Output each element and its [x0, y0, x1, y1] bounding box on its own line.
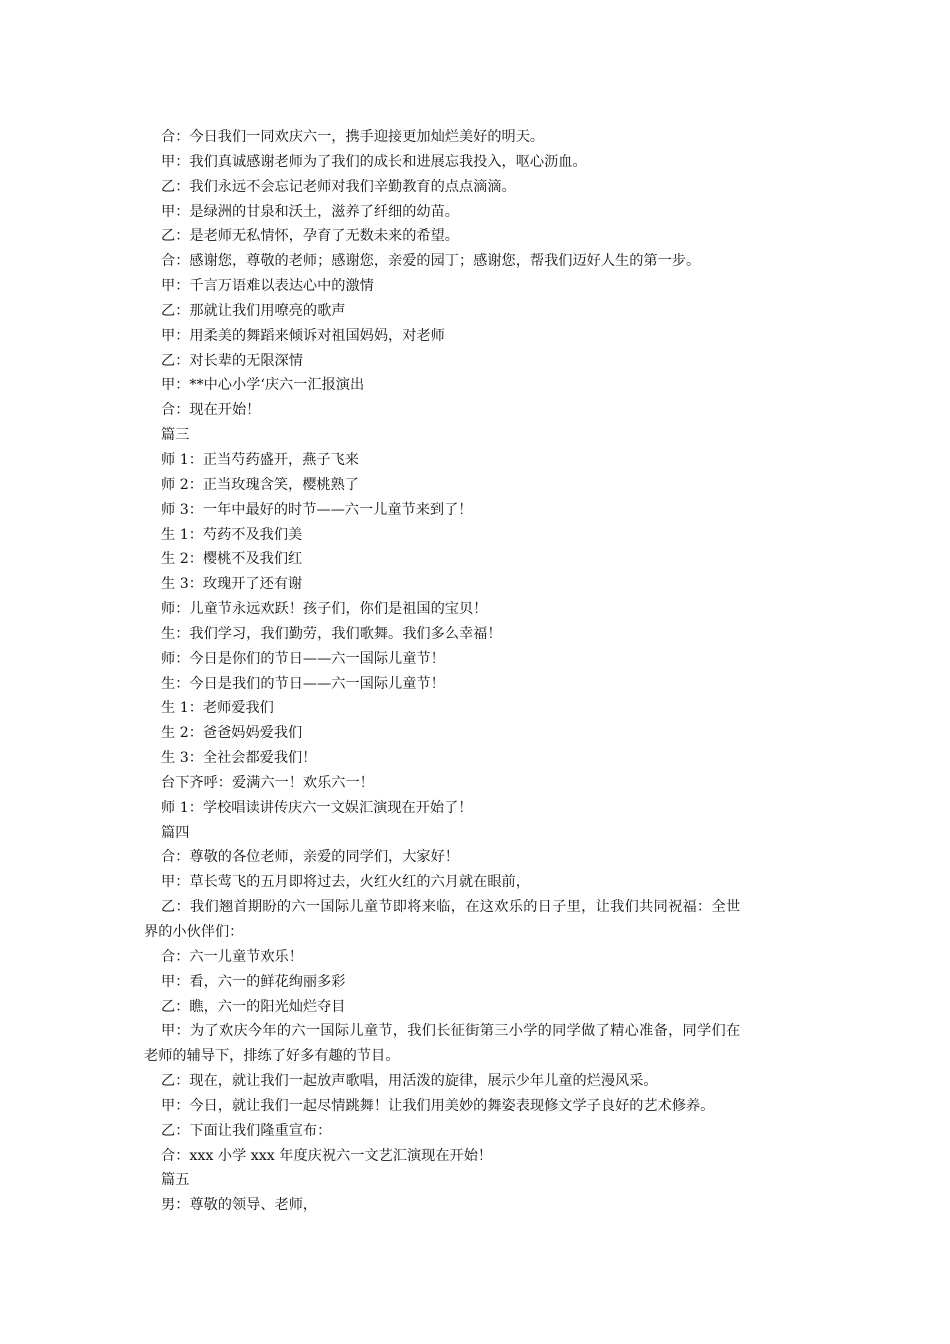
text-line: 师：今日是你们的节日——六一国际儿童节！ — [161, 650, 445, 667]
section-heading: 篇四 — [161, 824, 190, 841]
text-line: 乙：是老师无私情怀，孕育了无数未来的希望。 — [161, 228, 459, 245]
document-body — [144, 125, 810, 1218]
text-line: 乙：对长辈的无限深情 — [161, 352, 303, 369]
text-line: 乙：下面让我们隆重宣布： — [161, 1122, 332, 1139]
text-line: 乙：我们翘首期盼的六一国际儿童节即将来临，在这欢乐的日子里，让我们共同祝福：全世 — [161, 899, 741, 916]
text-line: 生：我们学习，我们勤劳，我们歌舞。我们多么幸福！ — [161, 625, 502, 642]
text-line: 生 2：爸爸妈妈爱我们 — [161, 725, 303, 742]
text-line: 乙：那就让我们用嘹亮的歌声 — [161, 302, 346, 319]
text-line: 合：尊敬的各位老师，亲爱的同学们，大家好！ — [161, 849, 459, 866]
text-line: 甲：千言万语难以表达心中的激情 — [161, 278, 374, 295]
text-line-continuation: 界的小伙伴们： — [144, 924, 244, 940]
text-line: 师 2：正当玫瑰含笑，樱桃熟了 — [161, 476, 359, 493]
text-line: 甲：是绿洲的甘泉和沃土，滋养了纤细的幼苗。 — [161, 203, 459, 220]
text-line: 合：今日我们一同欢庆六一，携手迎接更加灿烂美好的明天。 — [161, 129, 545, 145]
text-line-continuation: 老师的辅导下，排练了好多有趣的节目。 — [144, 1048, 400, 1065]
text-line: 师 1：正当芍药盛开，燕子飞来 — [161, 451, 359, 468]
text-line: 乙：瞧，六一的阳光灿烂夺目 — [161, 998, 346, 1015]
text-line: 师：儿童节永远欢跃！孩子们，你们是祖国的宝贝！ — [161, 601, 488, 618]
text-line: 生 3：玫瑰开了还有谢 — [161, 576, 303, 593]
text-line: 男：尊敬的领导、老师， — [161, 1197, 318, 1214]
text-line: 甲：**中心小学‘庆六一汇报演出 — [161, 377, 365, 394]
text-line: 生 1：芍药不及我们美 — [161, 526, 303, 543]
text-line: 生 2：樱桃不及我们红 — [161, 551, 303, 568]
text-line: 甲：今日，就让我们一起尽情跳舞！让我们用美妙的舞姿表现修文学子良好的艺术修养。 — [161, 1097, 715, 1114]
text-line: 生 1：老师爱我们 — [161, 700, 274, 717]
text-line: 合：xxx 小学 xxx 年度庆祝六一文艺汇演现在开始！ — [161, 1147, 493, 1164]
text-line: 合：六一儿童节欢乐！ — [161, 948, 303, 965]
text-line: 甲：我们真诚感谢老师为了我们的成长和进展忘我投入，呕心沥血。 — [161, 153, 587, 170]
text-line: 生：今日是我们的节日——六一国际儿童节！ — [161, 675, 445, 692]
section-heading: 篇五 — [161, 1172, 190, 1189]
text-line: 师 3：一年中最好的时节——六一儿童节来到了！ — [161, 501, 473, 518]
text-line: 生 3：全社会都爱我们！ — [161, 750, 317, 767]
text-line: 台下齐呼：爱满六一！欢乐六一！ — [161, 774, 374, 791]
text-line: 甲：草长莺飞的五月即将过去，火红火红的六月就在眼前， — [161, 874, 530, 891]
text-line: 甲：为了欢庆今年的六一国际儿童节，我们长征街第三小学的同学做了精心准备，同学们在 — [161, 1023, 741, 1040]
text-line: 合：现在开始！ — [161, 402, 261, 419]
text-line: 甲：看，六一的鲜花绚丽多彩 — [161, 973, 346, 990]
text-line: 乙：我们永远不会忘记老师对我们辛勤教育的点点滴滴。 — [161, 178, 516, 195]
section-heading: 篇三 — [161, 427, 190, 444]
text-line: 师 1：学校唱读讲传庆六一文娱汇演现在开始了！ — [161, 799, 473, 816]
text-line: 甲：用柔美的舞蹈来倾诉对祖国妈妈，对老师 — [161, 327, 445, 344]
text-line: 乙：现在，就让我们一起放声歌唱，用活泼的旋律，展示少年儿童的烂漫风采。 — [161, 1073, 658, 1090]
text-line: 合：感谢您，尊敬的老师；感谢您，亲爱的园丁；感谢您，帮我们迈好人生的第一步。 — [161, 253, 701, 270]
